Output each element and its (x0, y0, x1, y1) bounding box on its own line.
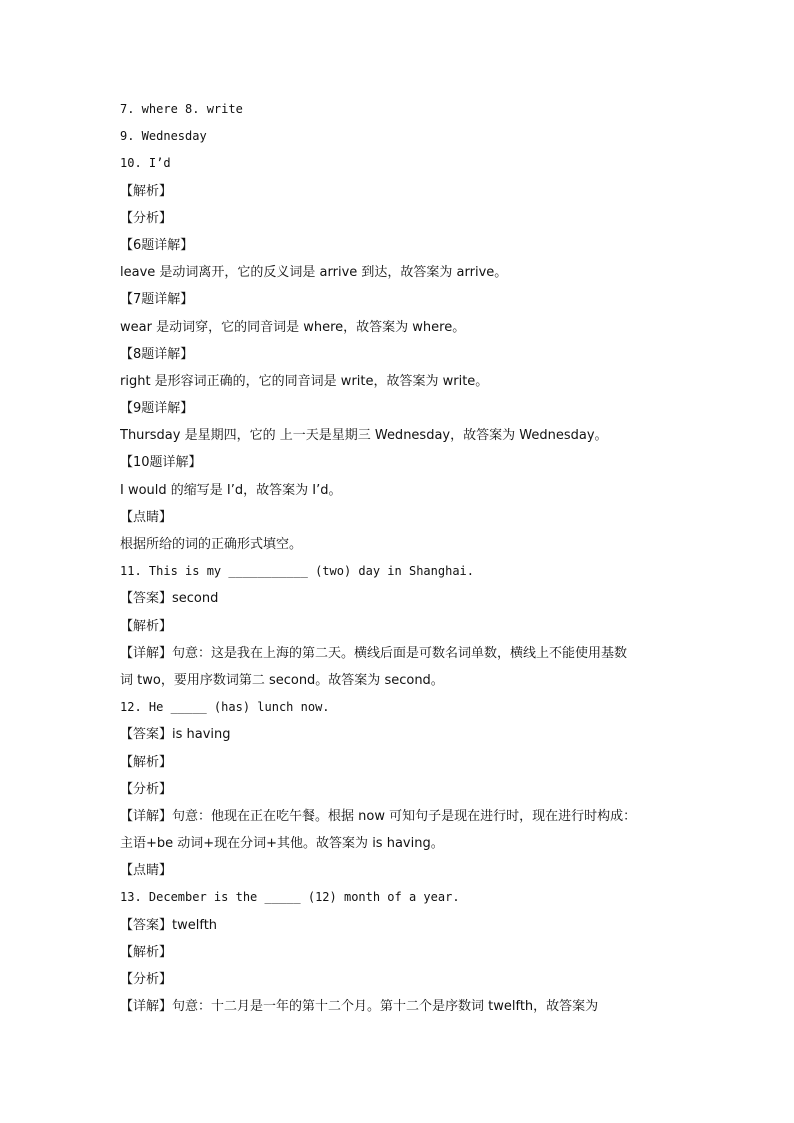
question-11-detail-line-1: 【详解】句意：这是我在上海的第二天。横线后面是可数名词单数，横线上不能使用基数 (120, 645, 628, 661)
answer-line-9: 9. Wednesday (120, 129, 207, 144)
question-7-heading: 【7题详解】 (120, 292, 194, 308)
tip-text: 根据所给的词的正确形式填空。 (120, 537, 303, 552)
section-heading-analysis: 【解析】 (120, 183, 173, 199)
question-9-explanation: Thursday 是星期四，它的 上一天是星期三 Wednesday，故答案为 Wednesday。 (120, 428, 608, 444)
question-12-detail-line-1: 【详解】句意：他现在正在吃午餐。根据 now 可知句子是现在进行时，现在进行时构成： (120, 808, 637, 824)
question-13: 13. December is the _____ (12) month of a year. (120, 890, 460, 905)
question-13-analysis-heading: 【解析】 (120, 944, 173, 960)
question-11-answer: 【答案】second (120, 591, 219, 607)
question-11-analysis-heading: 【解析】 (120, 618, 173, 634)
question-12-breakdown-heading: 【分析】 (120, 781, 173, 797)
question-12: 12. He _____ (has) lunch now. (120, 700, 330, 715)
question-11: 11. This is my ___________ (two) day in Shanghai. (120, 564, 475, 579)
question-13-breakdown-heading: 【分析】 (120, 972, 173, 987)
question-6-explanation: leave 是动词离开，它的反义词是 arrive 到达，故答案为 arrive。 (120, 265, 508, 281)
answer-line-10: 10. I’d (120, 156, 171, 171)
question-7-explanation: wear 是动词穿，它的同音词是 where，故答案为 where。 (120, 319, 466, 335)
question-9-heading: 【9题详解】 (120, 401, 194, 417)
question-12-answer: 【答案】is having (120, 727, 231, 743)
section-heading-tip: 【点睛】 (120, 509, 173, 525)
question-6-heading: 【6题详解】 (120, 237, 194, 253)
document-body (120, 96, 680, 1020)
question-13-detail-line-1: 【详解】句意：十二月是一年的第十二个月。第十二个是序数词 twelfth，故答案为 (120, 999, 599, 1015)
question-10-explanation: I would 的缩写是 I’d，故答案为 I’d。 (120, 482, 342, 498)
question-12-tip-heading: 【点睛】 (120, 863, 173, 879)
question-12-analysis-heading: 【解析】 (120, 754, 173, 770)
question-10-heading: 【10题详解】 (120, 455, 202, 471)
question-11-detail-line-2: 词 two，要用序数词第二 second。故答案为 second。 (120, 672, 444, 688)
question-8-explanation: right 是形容词正确的，它的同音词是 write，故答案为 write。 (120, 373, 489, 389)
question-13-answer: 【答案】twelfth (120, 917, 218, 933)
answer-line-7-8: 7. where 8. write (120, 102, 243, 116)
section-heading-breakdown: 【分析】 (120, 210, 173, 226)
question-8-heading: 【8题详解】 (120, 346, 194, 362)
question-12-detail-line-2: 主语+be 动词+现在分词+其他。故答案为 is having。 (120, 836, 444, 852)
